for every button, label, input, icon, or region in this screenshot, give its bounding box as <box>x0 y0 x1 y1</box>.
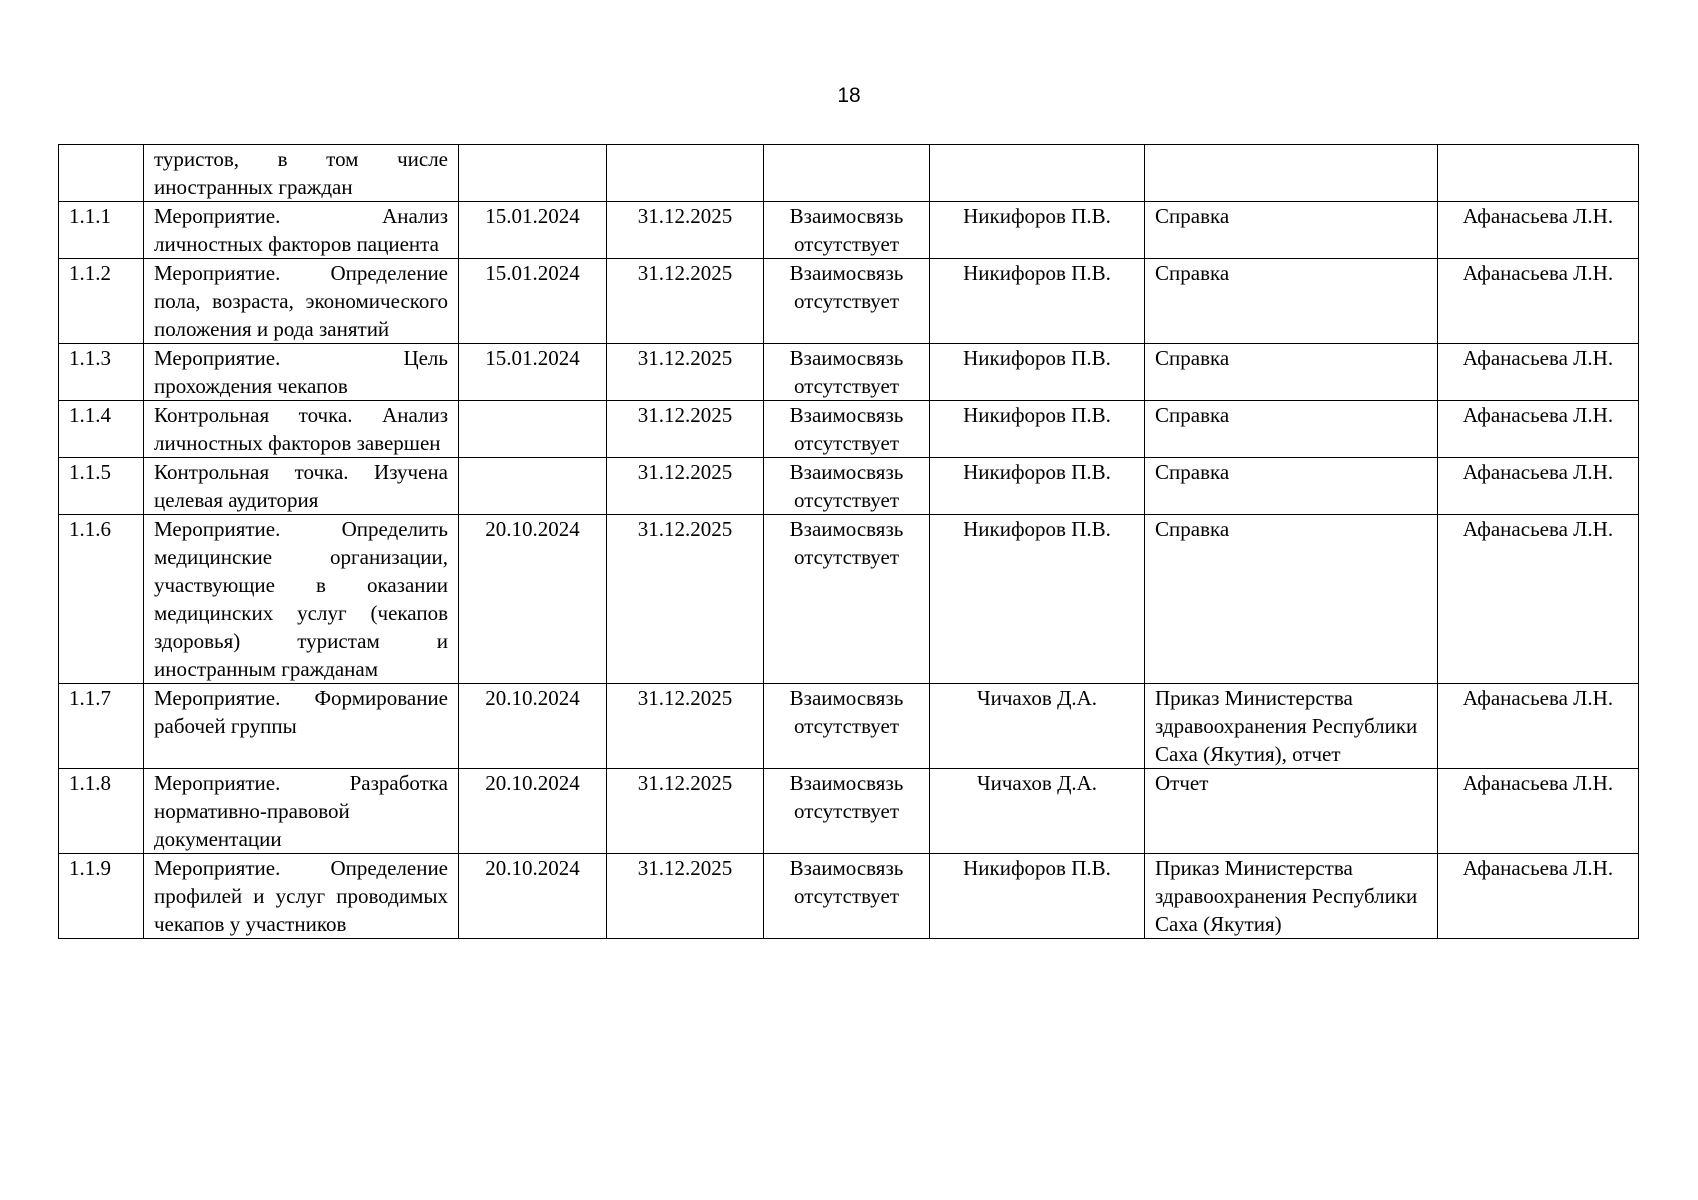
responsible-cell <box>930 769 1145 854</box>
item-number-cell <box>59 344 144 401</box>
controller-text: Афанасьева Л.Н. <box>1462 261 1614 285</box>
responsible-text: Чичахов Д.А. <box>976 771 1098 795</box>
page-number: 18 <box>837 84 861 107</box>
end-date-cell <box>607 401 764 458</box>
responsible-cell <box>930 684 1145 769</box>
item-name-cell <box>144 684 459 769</box>
end-date-cell <box>607 344 764 401</box>
controller-text: Афанасьева Л.Н. <box>1462 346 1614 370</box>
item-number-cell <box>59 202 144 259</box>
relation-cell <box>764 684 930 769</box>
end-date-cell <box>607 259 764 344</box>
item-name-cell <box>144 145 459 202</box>
controller-text: Афанасьева Л.Н. <box>1462 460 1614 484</box>
item-name-line: профилей и услуг <box>154 884 326 908</box>
relation-text: Взаимосвязь отсутствует <box>789 261 904 313</box>
document-cell <box>1145 145 1438 202</box>
end-date-cell <box>607 145 764 202</box>
plan-table <box>58 144 1639 939</box>
item-name-line: пациента <box>356 232 439 256</box>
item-number-cell <box>59 684 144 769</box>
end-date-cell <box>607 854 764 939</box>
relation-text: Взаимосвязь отсутствует <box>789 460 904 512</box>
item-name-line: завершен <box>356 431 441 455</box>
controller-cell <box>1438 145 1639 202</box>
end-date-cell <box>607 515 764 684</box>
controller-cell <box>1438 684 1639 769</box>
end-date-cell <box>607 769 764 854</box>
start-date-cell <box>459 854 607 939</box>
item-name-cell <box>144 769 459 854</box>
controller-cell <box>1438 515 1639 684</box>
relation-text: Взаимосвязь отсутствует <box>789 346 904 398</box>
start-date-cell <box>459 515 607 684</box>
document-text: Справка <box>1155 403 1230 427</box>
item-number-cell <box>59 145 144 202</box>
controller-cell <box>1438 259 1639 344</box>
end-date-text: 31.12.2025 <box>637 261 733 285</box>
relation-cell <box>764 769 930 854</box>
item-name-line: прохождения чекапов <box>154 374 348 398</box>
responsible-cell <box>930 854 1145 939</box>
item-name-line: медицинские организации, <box>154 545 448 569</box>
responsible-text: Никифоров П.В. <box>963 460 1111 484</box>
responsible-cell <box>930 259 1145 344</box>
start-date-cell <box>459 344 607 401</box>
end-date-text: 31.12.2025 <box>637 517 733 541</box>
item-number-text: 1.1.6 <box>69 517 111 541</box>
item-name-line: Мероприятие. Разработка <box>154 771 448 795</box>
relation-text: Взаимосвязь отсутствует <box>789 403 904 455</box>
start-date-cell <box>459 259 607 344</box>
document-cell <box>1145 259 1438 344</box>
item-name-line: личностных факторов <box>154 431 352 455</box>
item-name-cell <box>144 458 459 515</box>
item-name-line: группы <box>230 714 297 738</box>
item-name-line: Мероприятие. Определение <box>154 856 448 880</box>
start-date-text: 20.10.2024 <box>485 686 580 710</box>
end-date-cell <box>607 202 764 259</box>
start-date-text: 15.01.2024 <box>485 346 580 370</box>
item-number-text: 1.1.8 <box>69 771 111 795</box>
item-name-line: туристам и иностранным <box>154 629 448 681</box>
document-text: Приказ Министерства здравоохранения Республики Саха (Якутия), отчет <box>1155 686 1418 766</box>
controller-text: Афанасьева Л.Н. <box>1462 686 1614 710</box>
start-date-cell <box>459 145 607 202</box>
item-number-text: 1.1.3 <box>69 346 111 370</box>
item-name-line: Контрольная точка. Изучена <box>154 460 448 484</box>
item-name-line: экономического положения <box>154 289 448 341</box>
end-date-text: 31.12.2025 <box>637 686 733 710</box>
document-cell <box>1145 401 1438 458</box>
end-date-cell <box>607 684 764 769</box>
start-date-cell <box>459 769 607 854</box>
item-name-line: пола, возраста, <box>154 289 294 313</box>
table-row <box>59 684 1639 769</box>
item-name-line: Контрольная точка. Анализ <box>154 403 448 427</box>
responsible-text: Никифоров П.В. <box>963 856 1111 880</box>
relation-cell <box>764 145 930 202</box>
item-name-line: документации <box>154 827 282 851</box>
table-row <box>59 458 1639 515</box>
table-row <box>59 769 1639 854</box>
item-name-line: гражданам <box>281 657 378 681</box>
responsible-text: Чичахов Д.А. <box>976 686 1098 710</box>
item-name-cell <box>144 854 459 939</box>
responsible-text: Никифоров П.В. <box>963 204 1111 228</box>
document-cell <box>1145 458 1438 515</box>
relation-text: Взаимосвязь отсутствует <box>789 771 904 823</box>
start-date-text: 15.01.2024 <box>485 261 580 285</box>
controller-cell <box>1438 344 1639 401</box>
responsible-cell <box>930 458 1145 515</box>
item-name-cell <box>144 515 459 684</box>
end-date-text: 31.12.2025 <box>637 856 733 880</box>
table-row <box>59 259 1639 344</box>
item-name-line: личностных факторов <box>154 232 352 256</box>
item-name-line: медицинских услуг <box>154 601 347 625</box>
item-number-text: 1.1.5 <box>69 460 111 484</box>
item-number-cell <box>59 515 144 684</box>
document-text: Справка <box>1155 517 1230 541</box>
item-name-line: (чекапов здоровья) <box>154 601 448 653</box>
table-row <box>59 202 1639 259</box>
item-number-cell <box>59 854 144 939</box>
table-row <box>59 344 1639 401</box>
document-text: Справка <box>1155 261 1230 285</box>
item-name-cell <box>144 344 459 401</box>
item-name-line: участников <box>245 912 347 936</box>
responsible-cell <box>930 202 1145 259</box>
start-date-text: 15.01.2024 <box>485 204 580 228</box>
responsible-cell <box>930 401 1145 458</box>
end-date-text: 31.12.2025 <box>637 460 733 484</box>
document-cell <box>1145 854 1438 939</box>
document-text: Приказ Министерства здравоохранения Республики Саха (Якутия) <box>1155 856 1418 936</box>
start-date-text: 20.10.2024 <box>485 771 580 795</box>
document-cell <box>1145 344 1438 401</box>
end-date-text: 31.12.2025 <box>637 204 733 228</box>
end-date-text: 31.12.2025 <box>637 771 733 795</box>
item-name-line: целевая аудитория <box>154 488 319 512</box>
responsible-text: Никифоров П.В. <box>963 517 1111 541</box>
relation-cell <box>764 515 930 684</box>
item-number-cell <box>59 769 144 854</box>
start-date-cell <box>459 684 607 769</box>
controller-cell <box>1438 401 1639 458</box>
responsible-text: Никифоров П.В. <box>963 403 1111 427</box>
table-row <box>59 515 1639 684</box>
responsible-text: Никифоров П.В. <box>963 261 1111 285</box>
end-date-cell <box>607 458 764 515</box>
item-number-text: 1.1.4 <box>69 403 111 427</box>
item-name-line: Мероприятие. Определение <box>154 261 448 285</box>
relation-text: Взаимосвязь отсутствует <box>789 856 904 908</box>
start-date-text: 20.10.2024 <box>485 517 580 541</box>
controller-cell <box>1438 202 1639 259</box>
item-name-line: иностранных граждан <box>154 175 353 199</box>
relation-cell <box>764 458 930 515</box>
item-name-line: проводимых чекапов у <box>154 884 449 936</box>
item-number-text: 1.1.1 <box>69 204 111 228</box>
end-date-text: 31.12.2025 <box>637 403 733 427</box>
controller-text: Афанасьева Л.Н. <box>1462 517 1614 541</box>
table-row <box>59 854 1639 939</box>
table-row <box>59 145 1639 202</box>
document-text: Справка <box>1155 204 1230 228</box>
table-row <box>59 401 1639 458</box>
item-number-text: 1.1.2 <box>69 261 111 285</box>
start-date-cell <box>459 458 607 515</box>
controller-text: Афанасьева Л.Н. <box>1462 403 1614 427</box>
document-cell <box>1145 684 1438 769</box>
relation-text: Взаимосвязь отсутствует <box>789 686 904 738</box>
controller-text: Афанасьева Л.Н. <box>1462 771 1614 795</box>
document-cell <box>1145 515 1438 684</box>
controller-cell <box>1438 769 1639 854</box>
item-number-text: 1.1.9 <box>69 856 111 880</box>
relation-cell <box>764 344 930 401</box>
relation-cell <box>764 202 930 259</box>
item-name-line: Формирование рабочей <box>154 686 448 738</box>
end-date-text: 31.12.2025 <box>637 346 733 370</box>
responsible-cell <box>930 344 1145 401</box>
responsible-cell <box>930 515 1145 684</box>
document-cell <box>1145 202 1438 259</box>
relation-text: Взаимосвязь отсутствует <box>789 204 904 256</box>
responsible-text: Никифоров П.В. <box>963 346 1111 370</box>
item-number-cell <box>59 458 144 515</box>
responsible-cell <box>930 145 1145 202</box>
item-name-line: участвующие в оказании <box>154 573 448 597</box>
start-date-cell <box>459 401 607 458</box>
item-name-line: Мероприятие. Цель <box>154 346 448 370</box>
document-text: Справка <box>1155 346 1230 370</box>
relation-cell <box>764 854 930 939</box>
controller-cell <box>1438 854 1639 939</box>
document-cell <box>1145 769 1438 854</box>
item-name-cell <box>144 259 459 344</box>
relation-cell <box>764 401 930 458</box>
item-number-text: 1.1.7 <box>69 686 111 710</box>
item-name-cell <box>144 202 459 259</box>
item-name-line: туристов, в том числе <box>154 147 448 171</box>
item-name-line: Мероприятие. Анализ <box>154 204 448 228</box>
document-text: Отчет <box>1155 771 1209 795</box>
item-name-line: Мероприятие. <box>154 686 281 710</box>
item-number-cell <box>59 259 144 344</box>
item-number-cell <box>59 401 144 458</box>
item-name-line: Мероприятие. Определить <box>154 517 448 541</box>
plan-table-body <box>59 145 1639 939</box>
relation-cell <box>764 259 930 344</box>
item-name-line: и рода занятий <box>256 317 390 341</box>
start-date-text: 20.10.2024 <box>485 856 580 880</box>
item-name-line: нормативно-правовой <box>154 799 350 823</box>
item-name-cell <box>144 401 459 458</box>
start-date-cell <box>459 202 607 259</box>
controller-cell <box>1438 458 1639 515</box>
controller-text: Афанасьева Л.Н. <box>1462 204 1614 228</box>
controller-text: Афанасьева Л.Н. <box>1462 856 1614 880</box>
document-text: Справка <box>1155 460 1230 484</box>
relation-text: Взаимосвязь отсутствует <box>789 517 904 569</box>
